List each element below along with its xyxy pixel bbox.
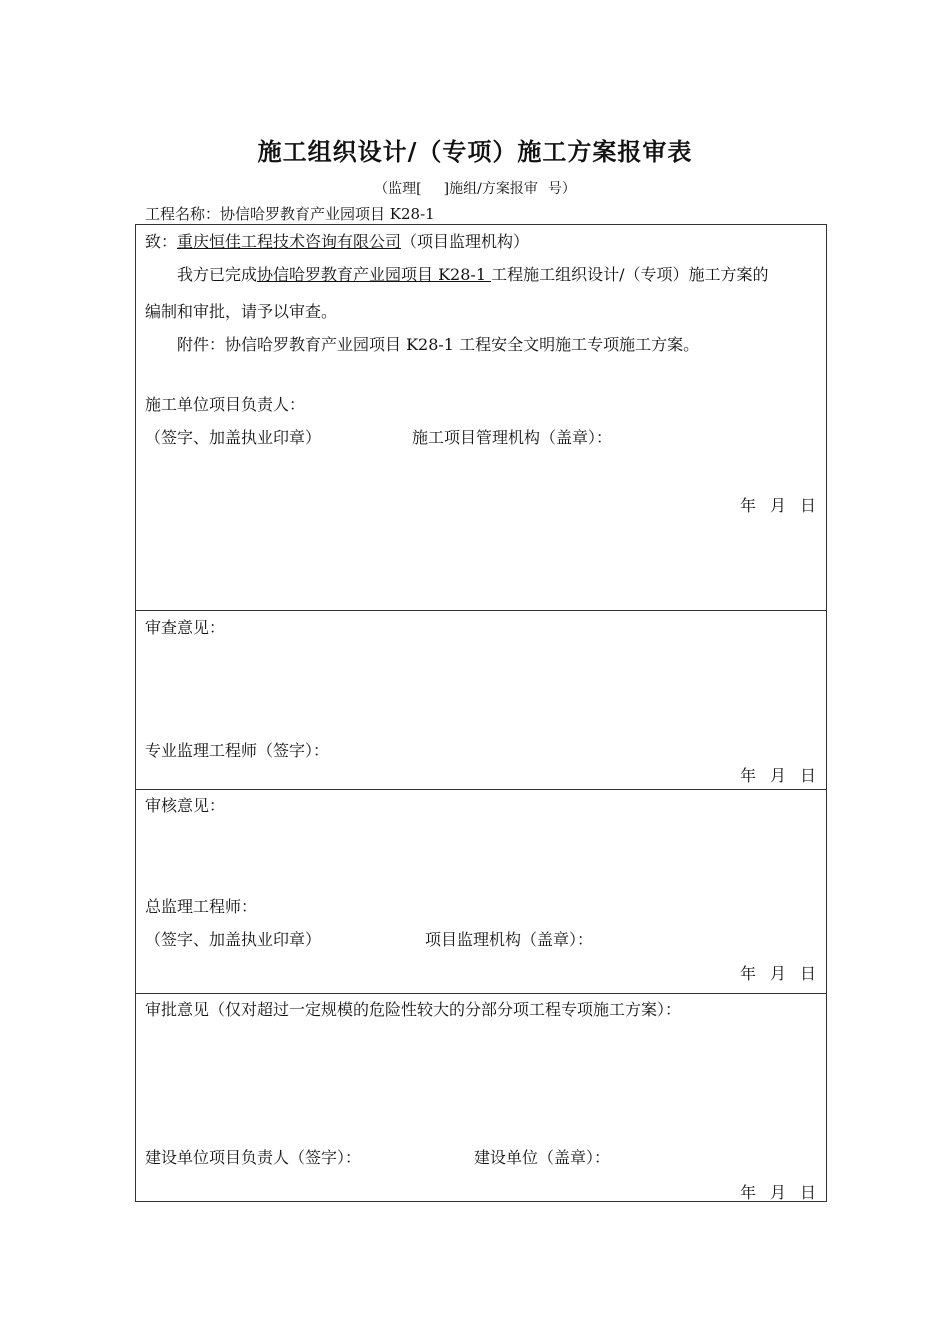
owner-manager-label: 建设单位项目负责人（签字）： (145, 1148, 362, 1167)
contractor-sign-seal-label: （签字、加盖执业印章） (145, 428, 322, 447)
supervision-org-seal-label: 项目监理机构（盖章）： (425, 930, 594, 949)
review-engineer-label: 专业监理工程师（签字）： (145, 741, 330, 760)
form-number (0, 178, 950, 198)
addressee-line (145, 229, 529, 252)
project-name: 协信哈罗教育产业园项目 K28-1 (220, 205, 435, 223)
supervision-org-suffix: （项目监理机构） (401, 232, 530, 251)
date-day: 日 (799, 964, 816, 983)
owner-seal-label: 建设单位（盖章）： (474, 1148, 611, 1167)
date-month: 月 (769, 1183, 786, 1202)
review-date (740, 763, 816, 786)
date-year: 年 (739, 964, 756, 983)
page-title: 施工组织设计/（专项）施工方案报审表 (257, 137, 693, 166)
contractor-manager-label: 施工单位项目负责人： (145, 395, 306, 414)
form-number-prefix: （监理[ (374, 181, 422, 197)
audit-opinion-label: 审核意见： (145, 796, 226, 815)
body-prefix: 我方已完成 (177, 265, 258, 284)
form-number-suffix: 号） (547, 181, 576, 197)
to-label: 致： (145, 232, 178, 251)
supervision-org: 重庆恒佳工程技术咨询有限公司 (177, 232, 402, 251)
date-year: 年 (739, 1183, 756, 1202)
date-day: 日 (799, 496, 816, 515)
date-month: 月 (769, 964, 786, 983)
chief-sign-seal-label: （签字、加盖执业印章） (145, 930, 322, 949)
date-day: 日 (799, 766, 816, 785)
chief-engineer-label: 总监理工程师： (145, 897, 258, 916)
review-opinion-label: 审查意见： (145, 618, 226, 637)
contractor-org-seal-label: 施工项目管理机构（盖章）： (412, 428, 613, 447)
audit-section (136, 789, 826, 993)
submission-body-line-1 (177, 262, 769, 285)
project-label: 工程名称： (145, 205, 221, 223)
approval-date (740, 1180, 816, 1203)
date-month: 月 (769, 766, 786, 785)
submission-date (740, 493, 816, 516)
audit-date (740, 961, 816, 984)
submission-section (136, 225, 826, 610)
form-number-mid: ]施组/方案报审 (443, 181, 538, 197)
date-month: 月 (769, 496, 786, 515)
body-project-name: 协信哈罗教育产业园项目 K28-1 (257, 265, 492, 284)
body-suffix: 工程施工组织设计/（专项）施工方案的 (491, 265, 769, 284)
submission-body-line-2: 编制和审批，请予以审查。 (145, 302, 338, 321)
date-year: 年 (739, 766, 756, 785)
project-name-line (145, 203, 435, 224)
approval-form (135, 224, 827, 1202)
approval-opinion-label: 审批意见（仅对超过一定规模的危险性较大的分部分项工程专项施工方案）： (145, 1000, 682, 1019)
review-section (136, 610, 826, 789)
date-year: 年 (739, 496, 756, 515)
attachment-line: 附件：协信哈罗教育产业园项目 K28-1 工程安全文明施工专项施工方案。 (177, 335, 700, 354)
approval-section (136, 993, 826, 1201)
date-day: 日 (799, 1183, 816, 1202)
